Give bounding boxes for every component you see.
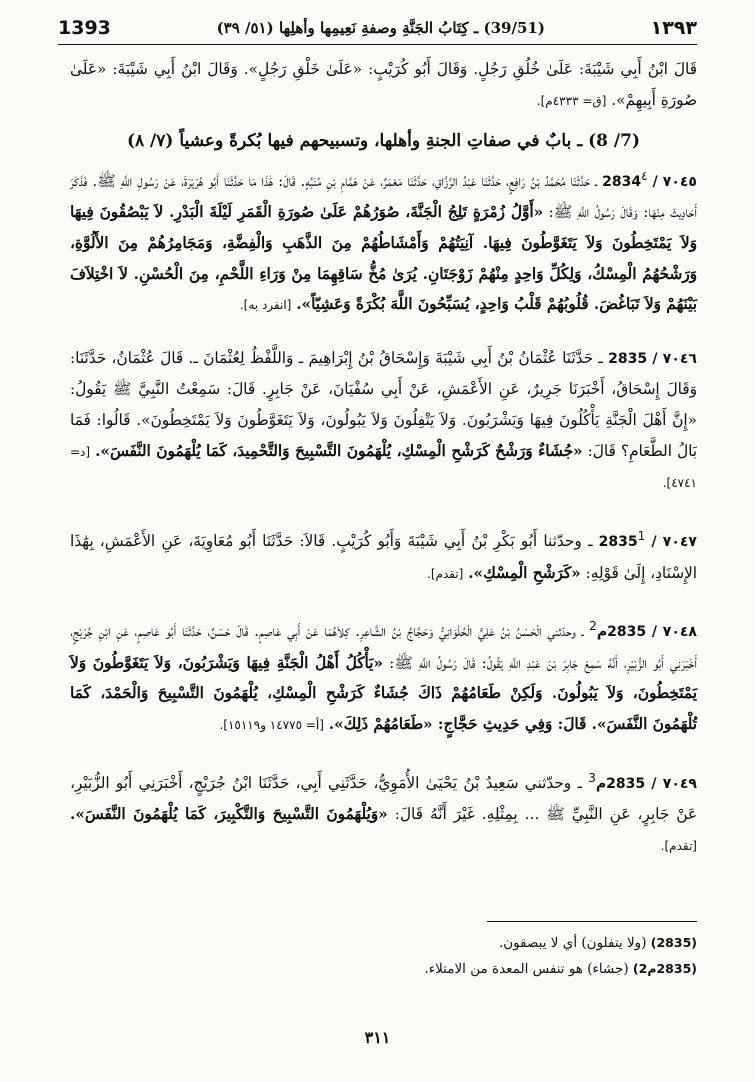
hadith-sup: 1 [637,528,646,543]
intro-ref: [ق= ٤٣٣٣م]. [536,93,607,108]
hadith-7047 [70,521,697,589]
header-page-number-latin: 1393 [58,17,111,39]
footnote-1 [58,930,697,956]
hadith-text: ـ وحدّثني سَعِيدُ بْنُ يَحْيَىٰ الأُمَوِيُّ، حَدَّثَنِي أَبِي، حَدَّثَنَا ابْنُ جُرَيْجٍ، أَخْبَرَنِي أَبُو الزُّبَيْرِ، عَنْ جَابِرٍ، عَنِ النَّبِيِّ ﷺ ... بِمِثْلِهِ. غَيْرَ أَنَّهُ قَالَ: [70,773,697,824]
header-page-number-arabic: ١٣٩٣ [650,17,697,39]
hadith-ref: [د= ٤٧٤١]. [70,444,697,491]
hadith-7046 [70,343,697,499]
intro-text: قَالَ ابْنُ أَبِي شَيْبَةَ: عَلَىٰ خُلُقِ رَجُلٍ. وَقَالَ أَبُو كُرَيْبٍ: «عَلَىٰ خَلْقِ رَجُلٍ». وَقَالَ ابْنُ أَبِي شَيْبَةَ: «عَلَىٰ صُورَةِ أَبِيهِمْ». [70,60,697,109]
hadith-sup: ٤ [641,168,648,183]
hadith-number: ٧٠٤٥ / 2834 [602,173,697,190]
hadith-number: ٧٠٤٨ / 2835م [596,624,697,641]
hadith-sup: 3 [588,770,596,785]
hadith-ref: [تقدم]. [427,566,464,581]
hadith-text: ـ وحدّثنا أَبُو بَكْرِ بْنُ أَبِي شَيْبَةَ وَأَبُو كُرَيْبٍ. قَالاَ: حَدَّثَنَا أَبُو مُعَاوِيَةَ، عَنِ الأَعْمَشِ، بِهَٰذَا الإِسْنَادِ، إِلَىٰ قَوْلِهِ: [70,531,697,582]
footnote-2 [58,956,697,982]
hadith-quote: «جُشَاءٌ وَرَشْحٌ كَرَشْحِ الْمِسْكِ، يُلْهَمُونَ التَّسْبِيحَ وَالتَّحْمِيدَ، كَمَا يُلْهَمُونَ النَّفَسَ». [95,441,583,460]
chapter-heading: (7/ 8) ـ بابٌ في صفاتِ الجنةِ وأهلها، وتسبيحهم فيها بُكرةً وعشياً (٧/ ٨) [126,131,641,152]
hadith-ref: [أ= ١٤٧٧٥ و١٥١١٩]. [219,717,324,732]
hadith-text: ـ حَدَّثَنَا مُحَمَّدُ بْنُ رَافِعٍ، حَدَّثَنَا عَبْدُ الرَّزَّاقِ، حَدَّثَنَا مَعْمَرٌ، عَنْ هَمَّامِ بْنِ مُنَبِّهٍ. قَالَ: هَٰذَا مَا حَدَّثَنَا أَبُو هُرَيْرَةَ، عَنْ رَسُولِ اللَّهِ ﷺ. فَذَكَرَ أَحَادِيثَ مِنْهَا: وَقَالَ رَسُولُ اللَّهِ ﷺ: [70,171,698,222]
hadith-ref: [انفرد به]. [239,298,292,313]
page-header [58,12,697,45]
hadith-quote: «أَوَّلُ زُمْرَةٍ تَلِجُ الْجَنَّةَ، صُوَرُهُمْ عَلَىٰ صُورَةِ الْقَمَرِ لَيْلَةَ الْبَدْرِ. لاَ يَبْصُقُونَ فِيهَا وَلاَ يَمْتَخِطُونَ وَلاَ يَتَغَوَّطُونَ فِيهَا. آنِيَتُهُمْ وَأَمْشَاطُهُمْ مِنَ الذَّهَبِ وَالْفِضَّةِ، وَمَجَامِرُهُمْ مِنَ الأَلُوَّةِ، وَرَشْحُهُمُ الْمِسْكُ، وَلِكُلِّ وَاحِدٍ مِنْهُمْ زَوْجَتَانِ. يُرَىٰ مُخُّ سَاقِهِمَا مِنْ وَرَاءِ اللَّحْمِ، مِنَ الْحُسْنِ. لاَ اخْتِلاَفَ بَيْنَهُمْ وَلاَ تَبَاغُضَ. قُلُوبُهُمْ قَلْبُ وَاحِدٍ، يُسَبِّحُونَ اللَّهَ بُكْرَةً وَعَشِيّاً». [70,203,697,314]
hadith-ref: [تقدم]. [660,838,697,853]
hadith-number: ٧٠٤٦ / 2835 [608,350,697,367]
hadith-sup: 2 [589,619,597,634]
main-text [70,54,697,861]
hadith-number: ٧٠٤٧ / 2835 [598,533,697,550]
hadith-7049 [70,763,697,862]
header-title: (39/51) ـ كِتَابُ الجَنَّةِ وصفةِ نَعِيمِها وأهلِها (٥١/ ٣٩) [216,19,545,37]
hadith-number: ٧٠٤٩ / 2835م [595,775,697,792]
footer-page-number: ٣١١ [364,1028,391,1047]
footnote-number: (2835) [650,935,697,950]
hadith-quote: «وَيُلْهَمُونَ التَّسْبِيحَ وَالتَّكْبِيرَ، كَمَا يُلْهَمُونَ النَّفَسَ». [70,805,388,824]
footnote-separator [487,921,697,922]
footnotes [58,930,697,982]
hadith-text: ـ وحدّثني الْحَسَنُ بْنُ عَلِيٍّ الْحُلْوَانِيُّ وَحَجَّاجُ بْنُ الشَّاعِرِ. كِلاَهُمَا عَنْ أَبِي عَاصِمٍ. قَالَ حَسَنٌ، حَدَّثَنَا أَبُو عَاصِمٍ، عَنِ ابْنِ جُرَيْجٍ، أَخْبَرَنِي أَبُو الزُّبَيْرِ، أَنَّهُ سَمِعَ جَابِرَ بْنَ عَبْدِ اللَّهِ يَقُولُ: قَالَ رَسُولُ اللَّهِ ﷺ: [70,622,697,672]
intro-paragraph [70,54,697,116]
hadith-quote: «يَأْكُلُ أَهْلُ الْجَنَّةِ فِيهَا وَيَشْرَبُونَ، وَلاَ يَتَغَوَّطُونَ وَلاَ يَمْتَخِطُونَ، وَلاَ يَبُولُونَ. وَلَكِنْ طَعَامُهُمْ ذَاكَ جُشَاءٌ كَرَشْحِ الْمِسْكِ، يُلْهَمُونَ التَّسْبِيحَ وَالْحَمْدَ، كَمَا تُلْهَمُونَ النَّفَسَ». قَالَ: وَفِي حَدِيثِ حَجَّاجٍ: «طَعَامُهُمْ ذَلِكَ». [70,653,697,733]
hadith-text: ـ حَدَّثَنَا عُثْمَانُ بْنُ أَبِي شَيْبَةَ وَإِسْحَاقُ بْنُ إِبْرَاهِيمَ ـ وَاللَّفْظُ لِعُثْمَانَ ـ. قَالَ عُثْمَانُ، حَدَّثَنَا: وَقَالَ إِسْحَاقُ، أَخْبَرَنَا جَرِيرٌ، عَنِ الأَعْمَشِ، عَنْ أَبِي سُفْيَانَ، عَنْ جَابِرٍ. قَالَ: سَمِعْتُ النَّبِيَّ ﷺ يَقُولُ: «إِنَّ أَهْلَ الْجَنَّةِ يَأْكُلُونَ فِيهَا وَيَشْرَبُونَ. وَلاَ يَتْفِلُونَ وَلاَ يَبُولُونَ، وَلاَ يَتَغَوَّطُونَ وَلاَ يَمْتَخِطُونَ». قَالُوا: فَمَا بَالُ الطَّعَامِ؟ قَالَ: [70,348,697,460]
footnote-text: (ولا يتفلون) أي لا يبصقون. [498,935,647,951]
hadith-7045 [70,161,697,321]
hadith-7048 [70,611,697,740]
footnote-text: (جشاء) هو تنفس المعدة من الامتلاء. [424,961,629,977]
hadith-quote: «كَرَشْحِ الْمِسْكِ». [468,563,581,582]
footnote-number: (2835م2) [632,961,697,976]
